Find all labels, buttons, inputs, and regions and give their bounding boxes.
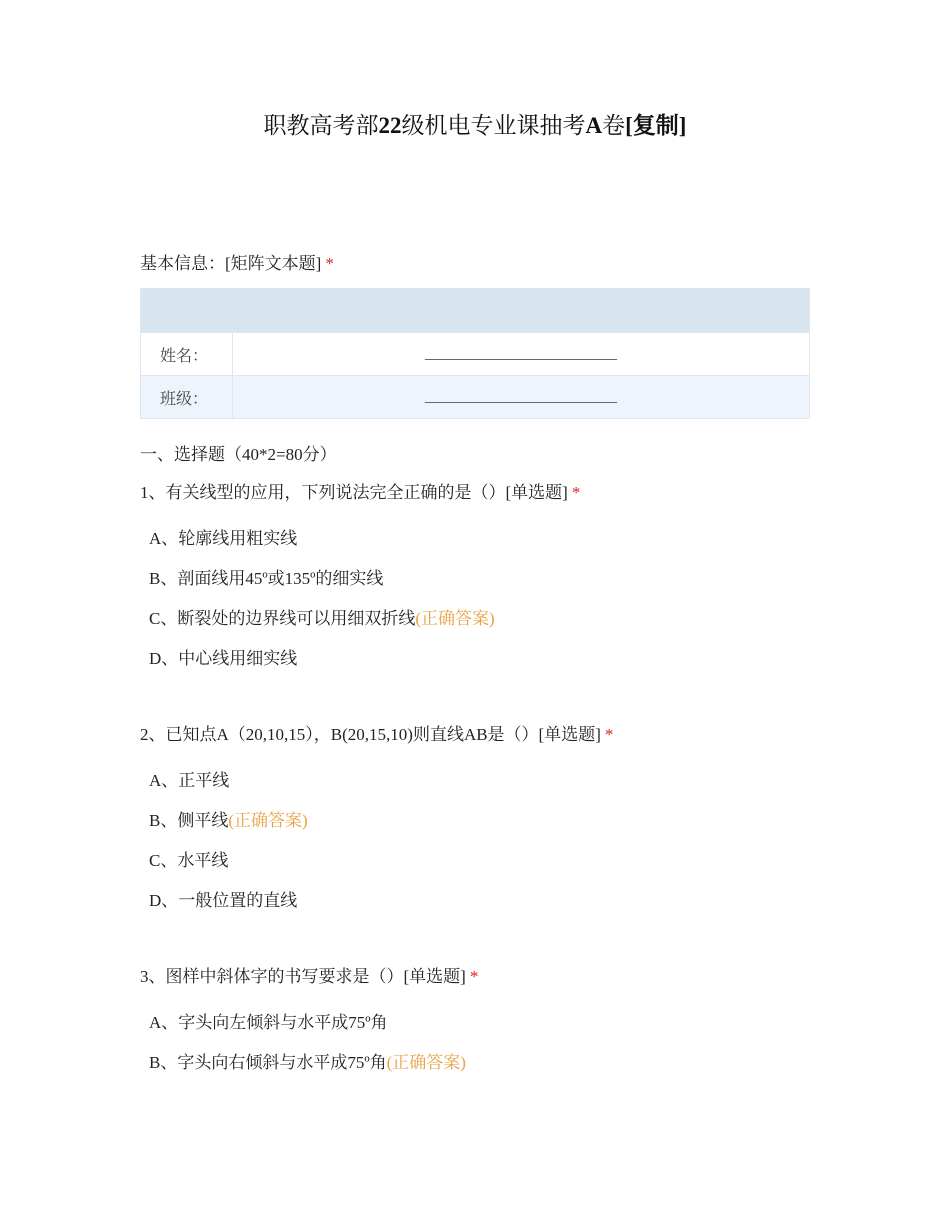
required-marker: * xyxy=(325,254,334,273)
title-part-3: 卷 xyxy=(602,113,626,138)
correct-answer-tag: (正确答案) xyxy=(415,609,495,628)
document-title xyxy=(0,110,950,142)
option-text: C、断裂处的边界线可以用细双折线 xyxy=(149,609,416,628)
basic-info-label xyxy=(140,252,334,276)
title-part-1: 职教高考部 xyxy=(263,113,379,138)
question-2-option-a xyxy=(149,769,229,793)
option-text: B、字头向右倾斜与水平成75º角 xyxy=(149,1053,387,1072)
matrix-header-row xyxy=(141,289,810,333)
option-text: A、字头向左倾斜与水平成75º角 xyxy=(149,1013,388,1032)
required-marker: * xyxy=(571,483,581,502)
matrix-row-label: 班级： xyxy=(141,376,233,419)
option-text: D、一般位置的直线 xyxy=(149,891,298,910)
question-text: 2、已知点A（20,10,15），B(20,15,10)则直线AB是（）[单选题] xyxy=(140,725,601,744)
title-paper-letter: A xyxy=(585,113,603,138)
title-copy-suffix: [复制] xyxy=(625,113,687,138)
question-3-title xyxy=(140,965,478,989)
question-text: 3、图样中斜体字的书写要求是（）[单选题] xyxy=(140,967,466,986)
question-2-option-c xyxy=(149,849,228,873)
required-marker: * xyxy=(604,725,614,744)
basic-info-label-text: 基本信息：[矩阵文本题] xyxy=(140,254,322,273)
question-3-option-a xyxy=(149,1011,388,1035)
question-1-option-a xyxy=(149,527,297,551)
question-1-title xyxy=(140,481,580,505)
name-answer-field[interactable] xyxy=(233,333,810,376)
matrix-header-cell xyxy=(141,289,233,333)
question-2-title xyxy=(140,723,613,747)
matrix-row-label: 姓名： xyxy=(141,333,233,376)
option-text: B、侧平线 xyxy=(149,811,229,830)
question-1-option-c xyxy=(149,607,495,631)
question-1-option-b xyxy=(149,567,383,591)
title-grade-number: 22 xyxy=(378,113,402,138)
option-text: D、中心线用细实线 xyxy=(149,649,298,668)
question-text: 1、有关线型的应用，下列说法完全正确的是（）[单选题] xyxy=(140,483,568,502)
title-part-2: 级机电专业课抽考 xyxy=(401,113,586,138)
required-marker: * xyxy=(469,967,479,986)
name-blank: ________________________ xyxy=(425,345,617,362)
matrix-row-name xyxy=(141,333,810,376)
correct-answer-tag: (正确答案) xyxy=(386,1053,466,1072)
question-1-option-d xyxy=(149,647,297,671)
option-text: A、正平线 xyxy=(149,771,230,790)
basic-info-matrix xyxy=(140,288,810,419)
question-3-option-b xyxy=(149,1051,466,1075)
matrix-header-cell xyxy=(233,289,810,333)
option-text: C、水平线 xyxy=(149,851,229,870)
class-answer-field[interactable] xyxy=(233,376,810,419)
correct-answer-tag: (正确答案) xyxy=(228,811,308,830)
option-text: A、轮廓线用粗实线 xyxy=(149,529,298,548)
class-blank: ________________________ xyxy=(425,388,617,405)
option-text: B、剖面线用45º或135º的细实线 xyxy=(149,569,384,588)
matrix-row-class xyxy=(141,376,810,419)
section-heading: 一、选择题（40*2=80分） xyxy=(140,445,337,464)
question-2-option-b xyxy=(149,809,308,833)
question-2-option-d xyxy=(149,889,297,913)
